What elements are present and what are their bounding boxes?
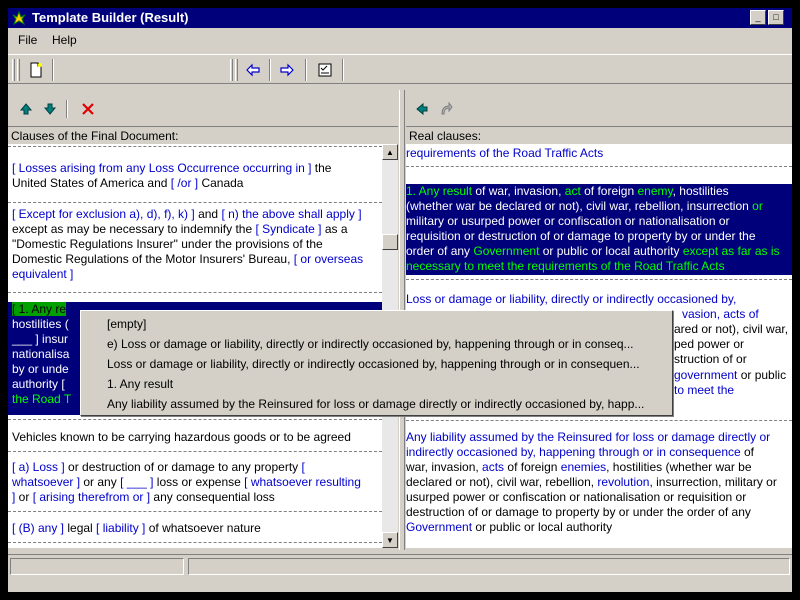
clause-text: hostilities ( <box>12 317 69 331</box>
clause-text: the <box>311 161 332 175</box>
clause-field[interactable]: ] <box>12 490 16 504</box>
scroll-thumb[interactable] <box>382 234 398 250</box>
clause-divider <box>406 420 792 421</box>
clause-text: of foreign <box>580 184 638 198</box>
clause-text: "Domestic Regulations Insurer" under the provisions of the <box>12 237 323 251</box>
redo-icon <box>439 102 453 116</box>
clause-field[interactable]: [ Syndicate ] <box>255 222 322 236</box>
toolbar-separator <box>52 59 54 81</box>
clause-text: of whatsoever nature <box>145 521 261 535</box>
new-document-button[interactable] <box>24 59 48 81</box>
toolbar-separator <box>305 59 307 81</box>
clause-text: nationalisa <box>12 347 70 361</box>
clause-text: or public <box>737 368 787 382</box>
clause-field[interactable]: [ liability ] <box>96 521 146 535</box>
left-pane-header: Clauses of the Final Document: <box>8 126 398 144</box>
clause-field[interactable]: [ a) Loss ] <box>12 460 65 474</box>
clause-fragment <box>674 383 792 398</box>
clause-text: legal <box>64 521 97 535</box>
list-item[interactable] <box>12 161 378 191</box>
clause-text: loss or expense <box>153 475 245 489</box>
clause-field[interactable]: [ Except for exclusion a), d), f), k) ] <box>12 207 195 221</box>
clause-text: requisition or destruction of or damage to property by or under the <box>406 229 756 243</box>
clause-field[interactable]: 1. Any result <box>406 184 473 198</box>
clause-text: or public or local authority <box>539 244 683 258</box>
clause-field[interactable]: acts <box>482 460 505 474</box>
clause-text: declared or not), civil war, rebellion, <box>406 475 598 489</box>
clause-text: of war, invasion, <box>472 184 565 198</box>
clause-field[interactable]: Government <box>473 244 540 258</box>
window-title: Template Builder (Result) <box>32 10 189 25</box>
left-pane-toolbar <box>8 90 398 124</box>
clause-field[interactable]: revolution <box>597 475 650 489</box>
clause-field[interactable]: equivalent ] <box>12 267 74 281</box>
move-down-icon <box>43 102 57 116</box>
clause-fragment <box>674 322 792 337</box>
clause-divider <box>8 292 382 293</box>
toolbar-grip[interactable] <box>12 59 15 81</box>
clause-field[interactable]: [ 1. Any re <box>12 302 67 316</box>
clause-text: indirectly occasioned by, happening through or in consequence <box>406 445 741 459</box>
menu-file[interactable] <box>18 33 37 47</box>
menu-help-label: Help <box>52 33 77 47</box>
clause-divider <box>8 511 382 512</box>
clause-fragment <box>674 337 792 352</box>
clause-text: requirements of the Road Traffic Acts <box>406 146 604 160</box>
clause-field[interactable]: [ n) the above shall apply ] <box>221 207 362 221</box>
clause-field[interactable]: [ arising therefrom or ] <box>32 490 151 504</box>
popup-item[interactable]: e) Loss or damage or liability, directly or indirectly occasioned by, happening through or in conseq... <box>107 337 634 351</box>
clause-text: ped power or <box>674 337 745 351</box>
clause-text: to meet the <box>674 383 735 397</box>
scroll-up-button[interactable]: ▲ <box>382 144 398 160</box>
clause-field[interactable]: enemy <box>637 184 673 198</box>
maximize-button[interactable]: □ <box>768 10 784 25</box>
back-arrow-icon <box>245 62 261 78</box>
title-bar[interactable] <box>8 8 792 28</box>
clause-fragment <box>674 368 792 383</box>
clause-text: or <box>15 490 33 504</box>
clause-field[interactable]: [ (B) any ] <box>12 521 65 535</box>
app-icon <box>12 11 26 25</box>
popup-item[interactable]: Loss or damage or liability, directly or indirectly occasioned by, happening through or in consequen... <box>107 357 640 371</box>
clause-text: except as may be necessary to indemnify the <box>12 222 256 236</box>
clause-text: Loss or damage or liability, directly or indirectly occasioned by, <box>406 292 737 306</box>
clause-fragment <box>682 307 792 322</box>
delete-button[interactable] <box>78 100 98 118</box>
clause-text: authority [ <box>12 377 65 391</box>
clause-field[interactable]: enemies <box>560 460 607 474</box>
clause-text: Any liability assumed by the Reinsured for loss or damage directly or <box>406 430 771 444</box>
clause-field[interactable]: necessary to meet the requirements of the Road Traffic Acts <box>406 259 725 273</box>
clause-text: (whether war be declared or not), civil war, rebellion, insurrection <box>406 199 753 213</box>
new-document-icon <box>28 62 44 78</box>
clause-field[interactable]: the Road T <box>12 392 72 406</box>
status-bar <box>8 554 792 576</box>
toolbar-grip[interactable] <box>235 59 238 81</box>
right-pane-header: Real clauses: <box>406 126 792 144</box>
clause-field[interactable]: or <box>752 199 763 213</box>
clause-text: vasion, acts of <box>682 307 759 321</box>
popup-item-empty[interactable]: [empty] <box>107 317 147 331</box>
list-item[interactable] <box>12 430 378 445</box>
move-up-button[interactable] <box>16 100 36 118</box>
clause-field[interactable]: [ whatsoever resulting <box>244 475 361 489</box>
clause-text: or destruction of or damage to any property <box>64 460 302 474</box>
clause-text: , insurrection, military or <box>649 475 777 489</box>
list-item[interactable] <box>12 521 378 536</box>
clause-fragment <box>674 352 792 367</box>
move-down-button[interactable] <box>40 100 60 118</box>
redo-button[interactable] <box>436 100 456 118</box>
clause-field[interactable]: Government <box>406 520 473 534</box>
clause-text: of <box>740 445 755 459</box>
list-item[interactable] <box>12 207 378 282</box>
clause-text: , hostilities (whether war be <box>606 460 752 474</box>
clause-divider <box>8 542 382 543</box>
checklist-icon <box>317 62 333 78</box>
clause-divider <box>8 202 382 203</box>
clause-text: , hostilities <box>672 184 729 198</box>
toolbar-separator <box>269 59 271 81</box>
clause-text: Domestic Regulations of the Motor Insurers' Bureau, <box>12 252 294 266</box>
clause-field[interactable]: [ Losses arising from any Loss Occurrence occurring in ] <box>12 161 312 175</box>
clause-text: struction of or <box>674 352 747 366</box>
clause-text: any consequential loss <box>150 490 275 504</box>
clause-text: Vehicles known to be carrying hazardous goods or to be agreed <box>12 430 351 444</box>
clause-text: United States of America and <box>12 176 171 190</box>
clause-divider <box>8 419 382 420</box>
clause-text: or any <box>80 475 121 489</box>
clause-field[interactable]: [ or overseas <box>293 252 364 266</box>
checklist-button[interactable] <box>313 59 337 81</box>
scroll-down-button[interactable]: ▼ <box>382 532 398 548</box>
insert-left-button[interactable] <box>412 100 432 118</box>
list-item[interactable] <box>406 292 786 307</box>
menu-bar <box>8 30 792 50</box>
clause-text: ared or not), civil war, <box>674 322 789 336</box>
clause-divider <box>406 166 792 167</box>
popup-item[interactable]: Any liability assumed by the Reinsured for loss or damage directly or indirectly occasioned by, happ... <box>107 397 645 411</box>
toolbar-grip[interactable] <box>17 59 20 81</box>
toolbar-separator <box>342 59 344 81</box>
clause-text: usurped power or confiscation or nationalisation or requisition or <box>406 490 747 504</box>
clause-field[interactable]: [ ___ ] <box>120 475 154 489</box>
clause-text: and <box>194 207 222 221</box>
list-item[interactable] <box>406 430 792 535</box>
clause-text: war, invasion, <box>406 460 483 474</box>
delete-icon <box>80 101 96 117</box>
main-window <box>8 8 792 592</box>
popup-item[interactable]: 1. Any result <box>107 377 174 391</box>
back-button[interactable] <box>241 59 265 81</box>
clause-field[interactable]: government <box>674 368 738 382</box>
clause-text: or public or local authority <box>472 520 613 534</box>
status-pane-left <box>10 558 184 575</box>
insert-left-icon <box>415 102 429 116</box>
forward-button[interactable] <box>275 59 299 81</box>
list-item[interactable] <box>12 460 378 505</box>
forward-arrow-icon <box>279 62 295 78</box>
clause-text: of foreign <box>504 460 561 474</box>
clause-field[interactable]: except as far as is <box>682 244 780 258</box>
clause-choice-popup[interactable] <box>80 310 673 416</box>
right-pane-toolbar <box>406 90 792 124</box>
clause-divider <box>406 279 792 280</box>
list-item-selected[interactable] <box>406 184 792 275</box>
list-item[interactable] <box>406 146 786 161</box>
clause-field[interactable]: ___ ] insur <box>12 332 69 346</box>
clause-field[interactable]: whatsoever ] <box>12 475 81 489</box>
clause-text: destruction of or damage to property by or under the order of any <box>406 505 751 519</box>
toolbar-separator <box>66 100 68 118</box>
toolbar-grip[interactable] <box>230 59 233 81</box>
clause-divider <box>8 146 382 147</box>
clause-text: as a <box>321 222 348 236</box>
clause-text: order of any <box>406 244 474 258</box>
menu-file-label: File <box>18 33 38 47</box>
clause-field[interactable]: [ /or ] <box>170 176 199 190</box>
clause-text: military or usurped power or confiscation or nationalisation or <box>406 214 730 228</box>
main-toolbar <box>8 54 792 84</box>
clause-text: Canada <box>198 176 244 190</box>
status-pane-right <box>188 558 790 575</box>
menu-help[interactable] <box>52 33 77 47</box>
clause-text: by or unde <box>12 362 69 376</box>
minimize-button[interactable]: _ <box>750 10 766 25</box>
clause-divider <box>8 451 382 452</box>
clause-field[interactable]: act <box>564 184 581 198</box>
move-up-icon <box>19 102 33 116</box>
clause-field[interactable]: [ <box>301 460 305 474</box>
